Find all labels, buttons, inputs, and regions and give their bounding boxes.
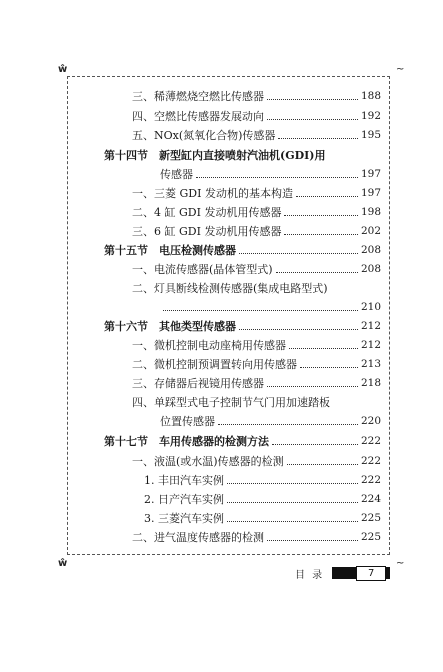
toc-entry (132, 354, 381, 374)
toc-entry-label: 二、灯具断线检测传感器(集成电路型式) (132, 282, 328, 295)
page-footer (295, 565, 390, 581)
dot-leader (227, 502, 358, 503)
toc-entry (132, 221, 381, 241)
toc-entry (132, 278, 381, 298)
dot-leader (267, 386, 358, 387)
toc-entry-label: 一、微机控制电动座椅用传感器 (132, 339, 286, 352)
toc-entry-label: 2. 日产汽车实例 (144, 493, 224, 506)
toc-entry-label: 三、稀薄燃烧空燃比传感器 (132, 90, 264, 103)
toc-entry-page: 222 (360, 474, 381, 486)
dot-leader (284, 215, 358, 216)
toc-entry-page: 202 (360, 225, 381, 237)
page-number-bar (332, 567, 390, 579)
toc-entry-page: 220 (360, 415, 381, 427)
toc-entry-label: 一、三菱 GDI 发动机的基本构造 (132, 187, 293, 200)
toc-section-heading (104, 316, 381, 336)
toc-entry (144, 470, 381, 490)
toc-entry (132, 335, 381, 355)
dot-leader (267, 99, 358, 100)
dot-leader (287, 464, 358, 465)
toc-entry-page: 208 (360, 263, 381, 275)
dot-leader (239, 329, 358, 330)
toc-entry-label: 二、4 缸 GDI 发动机用传感器 (132, 206, 282, 219)
toc-entry (160, 164, 381, 184)
toc-entry-page: 188 (360, 90, 381, 102)
toc-entry (132, 125, 381, 145)
toc-entry (132, 259, 381, 279)
dot-leader (196, 177, 358, 178)
toc-entry-label: 四、空燃比传感器发展动向 (132, 110, 264, 123)
dot-leader (218, 424, 358, 425)
dot-leader (227, 521, 358, 522)
dot-leader (276, 272, 358, 273)
toc-entry-page: 222 (360, 455, 381, 467)
toc-entry-page: 212 (360, 339, 381, 351)
toc-entry-page: 222 (360, 435, 381, 447)
toc-entry-label: 一、液温(或水温)传感器的检测 (132, 455, 284, 468)
toc-entry (132, 183, 381, 203)
toc-entry-page: 225 (360, 512, 381, 524)
toc-entry-label: 三、6 缸 GDI 发动机用传感器 (132, 225, 282, 238)
dot-leader (267, 119, 358, 120)
toc-entry (132, 106, 381, 126)
toc-entry-page: 210 (360, 301, 381, 313)
toc-entry-page: 213 (360, 358, 381, 370)
dot-leader (284, 234, 358, 235)
toc-entry-page: 212 (360, 320, 381, 332)
dot-leader (239, 253, 358, 254)
toc-entry-page: 218 (360, 377, 381, 389)
toc-section-heading (104, 240, 381, 260)
toc-entry-page: 208 (360, 244, 381, 256)
toc-entry (132, 202, 381, 222)
dot-leader (272, 444, 358, 445)
toc-entry-label: 三、存储器后视镜用传感器 (132, 377, 264, 390)
toc-section-heading (104, 145, 381, 165)
page-number: 7 (356, 566, 386, 581)
toc-entry-label: 二、进气温度传感器的检测 (132, 531, 264, 544)
toc-entry-label: 位置传感器 (160, 415, 215, 428)
toc-entry (144, 489, 381, 509)
toc-entry (132, 373, 381, 393)
toc-entry-label: 一、电流传感器(晶体管型式) (132, 263, 273, 276)
crop-mark-bottom-right: ~ (396, 558, 405, 569)
toc-entry (132, 86, 381, 106)
toc-entry-label: 第十七节 车用传感器的检测方法 (104, 435, 269, 448)
dot-leader (227, 483, 358, 484)
toc-entry (132, 527, 381, 547)
toc-entry (160, 297, 381, 317)
toc-entry-label: 第十四节 新型缸内直接喷射汽油机(GDI)用 (104, 149, 326, 162)
toc-entry (132, 451, 381, 471)
dot-leader (300, 367, 358, 368)
toc-entry-label: 传感器 (160, 168, 193, 181)
toc-entry-label: 1. 丰田汽车实例 (144, 474, 224, 487)
toc-entry-page: 225 (360, 531, 381, 543)
toc-section-heading (104, 431, 381, 451)
toc-entry-page: 192 (360, 110, 381, 122)
toc-entry-page: 197 (360, 187, 381, 199)
dot-leader (163, 310, 358, 311)
running-footer-title: 目 录 (295, 569, 325, 581)
toc-entry-label: 第十五节 电压检测传感器 (104, 244, 236, 257)
toc-entry-page: 224 (360, 493, 381, 505)
crop-mark-bottom-left: ŵ (58, 558, 68, 569)
dot-leader (278, 138, 358, 139)
toc-entry-page: 198 (360, 206, 381, 218)
toc-entry-page: 195 (360, 129, 381, 141)
dot-leader (296, 196, 358, 197)
toc-entry-label: 五、NOx(氮氧化合物)传感器 (132, 129, 276, 142)
toc-entry-label: 3. 三菱汽车实例 (144, 512, 224, 525)
dot-leader (267, 540, 358, 541)
dot-leader (289, 348, 358, 349)
toc-entry (144, 508, 381, 528)
toc-entry (160, 411, 381, 431)
toc-entry-page: 197 (360, 168, 381, 180)
toc-entry-label: 二、微机控制预调置转向用传感器 (132, 358, 297, 371)
crop-mark-top-left: ŵ (58, 64, 68, 75)
toc-entry-label: 第十六节 其他类型传感器 (104, 320, 236, 333)
toc-entry-label: 四、单踩型式电子控制节气门用加速踏板 (132, 396, 330, 409)
toc-entry (132, 392, 381, 412)
crop-mark-top-right: ~ (396, 64, 405, 75)
